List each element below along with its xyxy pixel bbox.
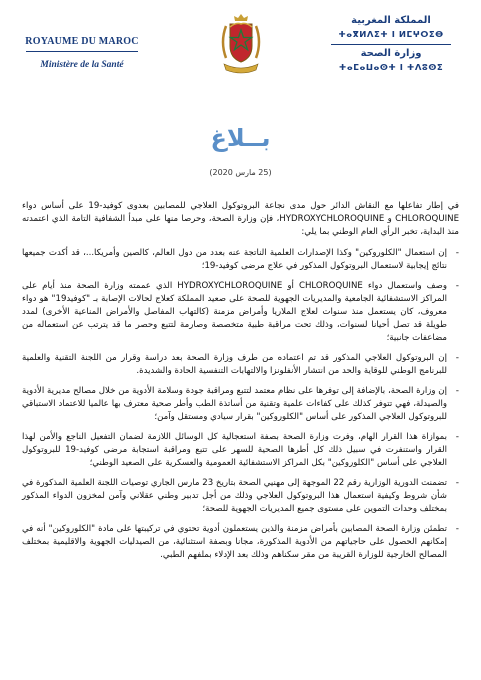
list-item (22, 247, 459, 273)
morocco-coat-of-arms-icon (216, 12, 266, 76)
list-item (22, 477, 459, 516)
bullet-glyph: - (455, 524, 459, 534)
bullet-glyph: - (455, 386, 459, 396)
list-item-text: بموازاة هذا القرار الهام، وفرت وزارة الصحة بصفة استعجالية كل الوسائل اللازمة لضمان التفعيل الناجع والأمن لهذا القرار واستنفرت في سبيل ذلك كل أطرها الصحية للسهر على تتبع ومراقبة استجابة مرضى كوفيد-19 للبروتوكول العلاجي على أساس "الكلوروكين" بكل المراكز الاستشفائية العمومية والعسكرية على الصعيد الوطني؛ (22, 432, 447, 468)
list-item-text: إن استعمال "الكلوروكين" وكذا الإصدارات العلمية الناتجة عنه بعدد من دول العالم، كالصين وأمريكا...، قد أكدت جميعها نتائج إيجابية لاستعمال البروتوكول المذكور في علاج مرضى كوفيد-19؛ (22, 248, 447, 271)
ministry-name-tifinagh: ⵜⴰⵎⴰⵡⴰⵙⵜ ⵏ ⵜⴷⵓⵙⵉ (338, 63, 444, 73)
bullet-glyph: - (455, 353, 459, 363)
list-item-text: وصف واستعمال دواء CHLOROQUINE أو HYDROXYCHLOROQUINE الذي عممته وزارة الصحة منذ أيام على المراكز الاستشفائية الجامعية والمديريات الجهوية للصحة على صعيد المملكة كعلاج لحالات الإصابة بـ "كوفيد19" هو دواء معروف، كان يستعمل منذ سنوات لعلاج الملاريا وأمراض مزمنة (كالتهاب المفاصل والأمراض المناعية الأخرى) لمدد طويلة قد تصل أحيانا لسنوات، وذلك تحت مراقبة طبية متخصصة وصارمة لتتبع وحصر ما قد يترتب عن استعماله من مضاعفات جانبية؛ (22, 281, 447, 343)
document-body (22, 200, 459, 569)
list-item (22, 352, 459, 378)
bullet-glyph: - (455, 478, 459, 488)
document-date: (25 مارس 2020) (209, 168, 272, 177)
kingdom-name-fr: ROYAUME DU MAROC (25, 36, 139, 47)
kingdom-name-tifinagh: ⵜⴰⴳⵍⴷⵉⵜ ⵏ ⵍⵎⵖⵔⵉⴱ (338, 30, 444, 40)
list-item-text: إن وزارة الصحة، بالإضافة إلى توفرها على نظام معتمد لتتبع ومراقبة جودة وسلامة الأدوية من خلال مصالح مديرية الأدوية والصيدلة، فهي تتوفر كذلك على كفاءات علمية وتقنية من أساتذة الطب وأطر صحية معترف بها عالميا للاعتماد الاستباقي للبروتوكول العلاجي المذكور على أساس "الكلوروكين" بقرار سيادي ومستقل وآمن؛ (22, 386, 447, 422)
letterhead-divider-right (331, 44, 451, 45)
bullet-glyph: - (455, 432, 459, 442)
list-item-text: تضمنت الدورية الوزارية رقم 22 الموجهة إلى مهنيي الصحة بتاريخ 23 مارس الجاري توصيات اللجنة العلمية المذكورة في شأن شروط وكيفية استعمال هذا البروتوكول العلاجي وذلك من أجل تدبير وطني عقلاني وآمن لمخزون الدواء المذكور بمختلف وحدات التموين على مستوى جميع المديريات الجهوية للصحة؛ (22, 478, 448, 514)
list-item-text: إن البروتوكول العلاجي المذكور قد تم اعتماده من طرف وزارة الصحة بعد دراسة وقرار من اللجنة التقنية والعلمية للبرنامج الوطني للوقاية والحد من انتشار الأنفلونزا والالتهابات التنفسية الحادة والشديدة. (22, 353, 447, 376)
letterhead-french (22, 36, 142, 70)
points-list (22, 247, 459, 562)
bullet-glyph: - (455, 248, 459, 258)
ministry-name-ar: وزارة الصحة (360, 48, 422, 59)
intro-paragraph: في إطار تفاعلها مع النقاش الدائر حول مدى نجاعة البروتوكول العلاجي للمصابين بعدوى كوفيد-19 على أساس دواء CHLOROQUINE و HYDROXYCHLOROQUINE، فإن وزارة الصحة، وحرصا منها على مبدأ الشفافية التامة الذي اعتمدته منذ البداية، تخبر الرأي العام الوطني بما يلي: (22, 201, 459, 237)
letterhead-arabic (321, 14, 461, 75)
list-item-text: تطمئن وزارة الصحة المصابين بأمراض مزمنة والذين يستعملون أدوية تحتوي في تركيبتها على مادة "الكلوروكين" أنه في إمكانهم الحصول على حاجياتهم من الأدوية المذكورة، مجانا وبصفة استثنائية، من الصيدليات الجهوية والاقليمية بمختلف المصالح الخارجية للوزارة القريبة من مقر سكناهم وذلك بعد الإدلاء بملفهم الطبي. (22, 524, 447, 560)
letterhead-divider (26, 51, 138, 52)
list-item (22, 523, 459, 562)
list-item (22, 280, 459, 345)
list-item (22, 431, 459, 470)
bullet-glyph: - (455, 281, 459, 291)
kingdom-name-ar: المملكة المغربية (351, 15, 431, 26)
document-title: بــلاغ (210, 124, 271, 152)
ministry-name-fr: Ministère de la Santé (40, 60, 124, 70)
list-item (22, 385, 459, 424)
